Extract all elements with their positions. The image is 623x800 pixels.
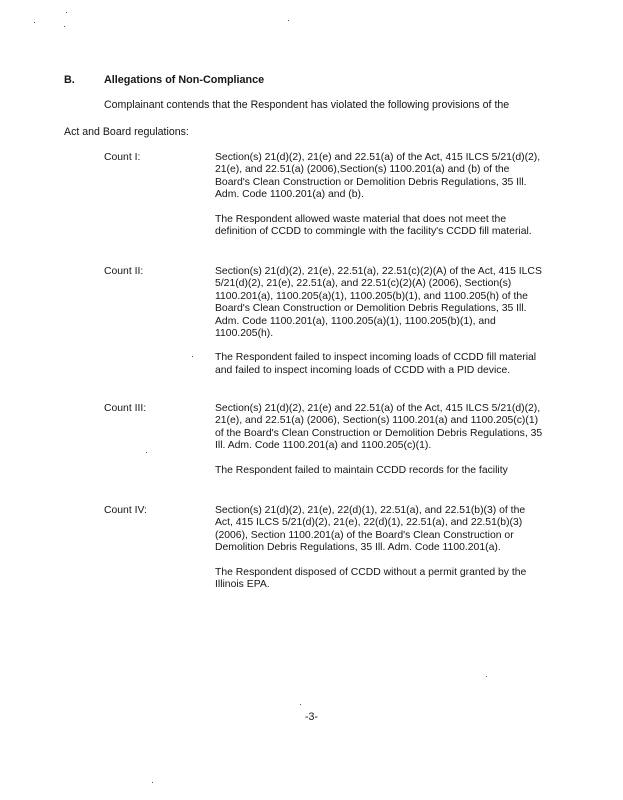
- scan-speck: [288, 20, 289, 21]
- count-description: The Respondent disposed of CCDD without a permit granted by the Illinois EPA.: [215, 566, 527, 591]
- count-label: Count III:: [104, 403, 147, 414]
- count-citation: Section(s) 21(d)(2), 21(e), 22(d)(1), 22.51(a), and 22.51(b)(3) of the Act, 415 ILCS 5/21(d)(2), 21(e), 22(d)(1), 22.51(a), and 22.51(b)(3) (2006), Section 1100.201(a) of the Board's Clean Construction or Demolition Debris Regulations, 35 Ill. Adm. Code 1100.201(a).: [215, 505, 526, 554]
- count-body: [215, 505, 545, 591]
- intro-line-1: Complainant contends that the Respondent has violated the following provisions of the: [104, 99, 510, 111]
- count-citation: Section(s) 21(d)(2), 21(e) and 22.51(a) of the Act, 415 ILCS 5/21(d)(2), 21(e), and 22.51(a) (2006), Section(s) 1100.201(a) and 1100.205(c)(1) of the Board's Clean Construction or Demolition Debris Regulations, 35 Ill. Adm. Code 1100.201(a) and 1100.205(c)(1).: [215, 403, 543, 452]
- scan-speck: [152, 782, 153, 783]
- count-label: Count II:: [104, 266, 144, 277]
- scan-speck: [34, 22, 35, 23]
- count-label: Count I:: [104, 152, 141, 163]
- scan-speck: [192, 356, 193, 357]
- count-description: The Respondent failed to maintain CCDD records for the facility: [215, 464, 508, 476]
- page-number: -3-: [305, 711, 318, 723]
- count-description: The Respondent allowed waste material that does not meet the definition of CCDD to commingle with the facility's CCDD fill material.: [215, 213, 532, 238]
- count-body: [215, 403, 545, 477]
- count-body: [215, 266, 545, 377]
- section-letter: B.: [64, 74, 75, 86]
- scan-speck: [64, 26, 65, 27]
- scan-speck: [146, 452, 147, 453]
- scan-speck: [300, 704, 301, 705]
- intro-line-2: Act and Board regulations:: [64, 126, 189, 138]
- section-title: Allegations of Non-Compliance: [104, 74, 265, 86]
- scan-speck: [66, 12, 67, 13]
- count-label: Count IV:: [104, 505, 147, 516]
- count-citation: Section(s) 21(d)(2), 21(e) and 22.51(a) of the Act, 415 ILCS 5/21(d)(2), 21(e), and 22.51(a) (2006),Section(s) 1100.201(a) and (b) of the Board's Clean Construction or Demolition Debris Regulations, 35 Ill. Adm. Code 1100.201(a) and (b).: [215, 152, 541, 201]
- count-description: The Respondent failed to inspect incoming loads of CCDD fill material and failed to inspect incoming loads of CCDD with a PID device.: [215, 352, 537, 376]
- count-body: [215, 152, 545, 238]
- scan-speck: [486, 676, 487, 677]
- count-citation: Section(s) 21(d)(2), 21(e), 22.51(a), 22.51(c)(2)(A) of the Act, 415 ILCS 5/21(d)(2), 21(e), 22.51(a), and 22.51(c)(2)(A) (2006), Section(s) 1100.201(a), 1100.205(a)(1), 1100.205(b)(1), and 1100.205(h) of the Board's Clean Construction or Demolition Debris Regulations, 35 Ill. Adm. Code 1100.201(a), 1100.205(a)(1), 1100.205(b)(1), and 1100.205(h).: [215, 266, 542, 340]
